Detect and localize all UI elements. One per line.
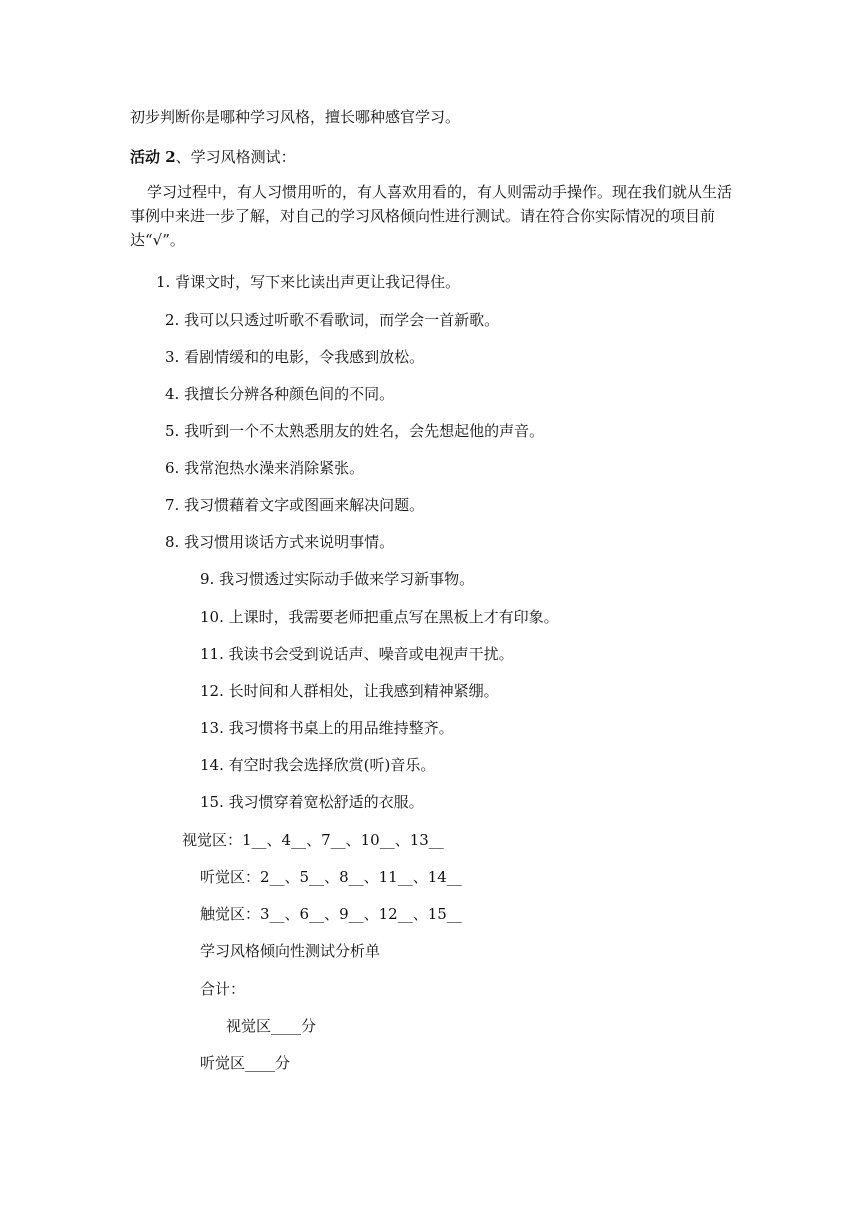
total-label: 合计：	[200, 980, 246, 998]
auditory-zone-line: 听觉区：2__、5__、8__、11__、14__	[200, 868, 462, 886]
list-item: 12. 长时间和人群相处，让我感到精神紧绷。	[200, 682, 499, 700]
list-item: 11. 我读书会受到说话声、噪音或电视声干扰。	[200, 645, 514, 663]
list-item: 1. 背课文时，写下来比读出声更让我记得住。	[156, 273, 461, 291]
intro-line: 初步判断你是哪种学习风格，擅长哪种感官学习。	[130, 108, 461, 126]
visual-score-line: 视觉区____分	[226, 1017, 317, 1035]
visual-zone-line: 视觉区：1__、4__、7__、10__、13__	[182, 831, 444, 849]
list-item: 4. 我擅长分辨各种颜色间的不同。	[165, 385, 395, 403]
list-item: 10. 上课时，我需要老师把重点写在黑板上才有印象。	[200, 608, 559, 626]
list-item: 3. 看剧情缓和的电影，令我感到放松。	[165, 348, 425, 366]
activity-label: 活动 2	[130, 148, 176, 166]
activity-title: 、学习风格测试：	[175, 148, 296, 166]
list-item: 6. 我常泡热水澡来消除紧张。	[165, 459, 365, 477]
list-item: 5. 我听到一个不太熟悉朋友的姓名，会先想起他的声音。	[165, 422, 545, 440]
list-item: 9. 我习惯透过实际动手做来学习新事物。	[200, 570, 475, 588]
analysis-title: 学习风格倾向性测试分析单	[200, 942, 381, 960]
tactile-zone-line: 触觉区：3__、6__、9__、12__、15__	[200, 905, 462, 923]
instruction-paragraph	[130, 180, 742, 252]
activity-heading	[130, 150, 296, 165]
list-item: 8. 我习惯用谈话方式来说明事情。	[165, 533, 395, 551]
instruction-text: 学习过程中，有人习惯用听的，有人喜欢用看的，有人则需动手操作。现在我们就从生活事例中来进一步了解，对自己的学习风格倾向性进行测试。请在符合你实际情况的项目前达“√”。	[130, 183, 733, 249]
list-item: 15. 我习惯穿着宽松舒适的衣服。	[200, 793, 424, 811]
auditory-score-line: 听觉区____分	[200, 1054, 291, 1072]
list-item: 14. 有空时我会选择欣赏(听)音乐。	[200, 756, 436, 774]
list-item: 13. 我习惯将书桌上的用品维持整齐。	[200, 719, 454, 737]
list-item: 2. 我可以只透过听歌不看歌词，而学会一首新歌。	[165, 311, 500, 329]
list-item: 7. 我习惯藉着文字或图画来解决问题。	[165, 496, 425, 514]
